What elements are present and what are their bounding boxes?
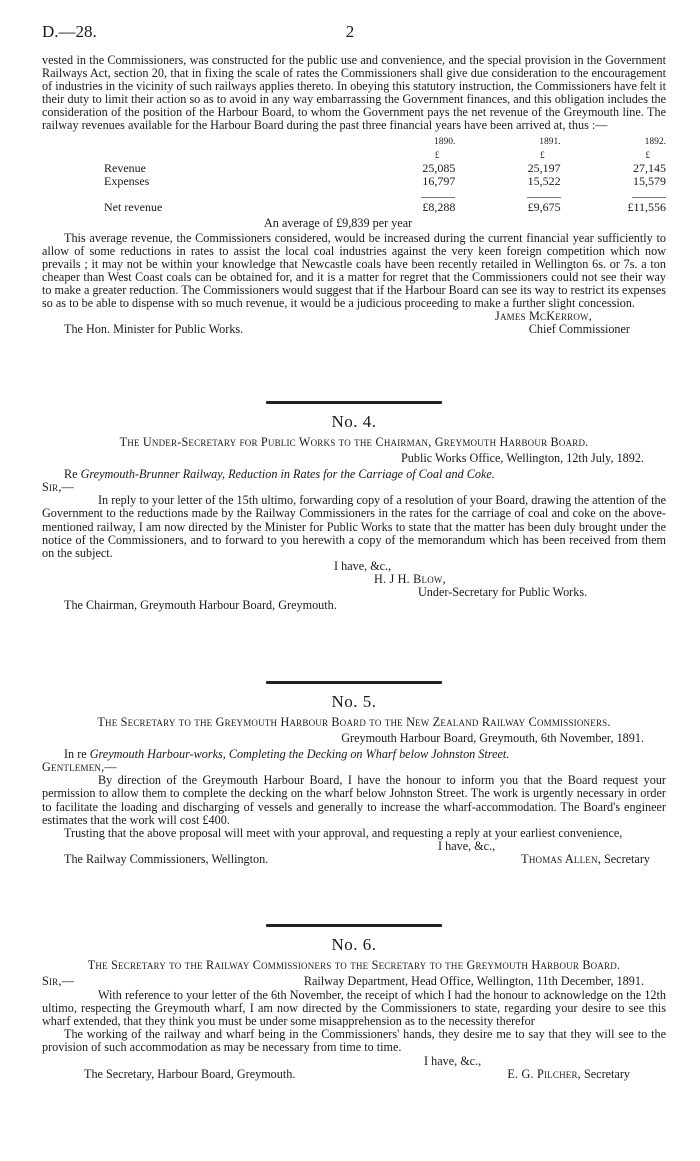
table-currency-row (42, 149, 666, 162)
currency-cell: £ (434, 149, 440, 160)
page-number: 2 (345, 22, 355, 41)
letter-body: With reference to your letter of the 6th November, the receipt of which I had the honour to acknowledge on the 12th ultimo, respecting the Greymouth wharf, I am now directed by the Commissioners to state, regarding your desire to see this wharf extended, that they think you must be under some misapprehension as to the necessity therefor (42, 988, 666, 1029)
signature-block (507, 1068, 630, 1081)
place-date: Railway Department, Head Office, Wellington, 11th December, 1891. (303, 974, 644, 989)
continuation-paragraph-2: This average revenue, the Commissioners considered, would be increased during the current financial year sufficiently to allow of some reductions in rates to assist the local coal industries against the very keen foreign competition which now prevails ; it may not be within your knowledge that Newcastle coals have been recently retailed in Wellington 6s. or 7s. a ton cheaper than West Coast coals can be obtained for, and it is a matter for regret that the Commissioners could not see their way to make a greater reduction. The Commissioners would suggest that if the Harbour Board can see its way to restrict its expenses so as to be able to dispense with so much revenue, it would be a judicious proceeding to make a further slight concession. (42, 230, 666, 311)
closing: I have, &c., (438, 838, 496, 853)
signature-block (521, 853, 650, 866)
continuation-paragraph: vested in the Commissioners, was constructed for the public use and convenience, and the special provision in the Government Railways Act, section 20, that in fixing the scale of rates the Commissioners shall give due consideration to the encouragement of industries in the vicinity of such railways applies thereto. In obeying this statutory instruction, the Commissioners have felt it their duty to limit their action so as to avoid in any way embarrassing the Government finances, and this obligation includes the consideration of the position of the Harbour Board, to whom the Government pays the net revenue of the Greymouth line. The railway revenues available for the Harbour Board during the past three financial years have been arrived at, thus :— (42, 53, 666, 133)
place-date: Public Works Office, Wellington, 12th July, 1892. (400, 451, 644, 466)
letter-body: In reply to your letter of the 15th ultimo, forwarding copy of a resolution of your Board, drawing the attention of the Government to the reductions made by the Railway Commissioners in the rates for the carriage of coal and coke on the above-mentioned railway, I am now directed by the Minister for Public Works to state that the matter has been duly brought under the notice of the Commissioners, and to forward to you herewith a copy of the memorandum which has been received from them on the subject. (42, 493, 666, 560)
signature-title: Secretary (603, 851, 650, 866)
year-cell: 1890. (433, 136, 456, 147)
letter-no-6 (42, 924, 666, 1082)
letter-number: No. 5. (331, 692, 377, 711)
letter-number: No. 4. (331, 412, 377, 431)
signature-name: H. J H. Blow, (374, 571, 446, 586)
re-prefix: In re (64, 747, 87, 762)
re-prefix: Re (64, 467, 78, 482)
revenue-table (42, 136, 666, 214)
document-reference: D.—28. (42, 22, 97, 41)
signature-title: Chief Commissioner (528, 322, 630, 337)
letter-heading: The Secretary to the Greymouth Harbour Board to the New Zealand Railway Commissioners. (97, 715, 611, 729)
addressee: The Railway Commissioners, Wellington. (64, 851, 269, 866)
value-cell: 27,145 (633, 160, 666, 175)
re-line (42, 748, 666, 761)
closing: I have, &c., (424, 1053, 482, 1068)
section-divider (266, 924, 442, 927)
signature-title: Secretary (583, 1066, 630, 1081)
value-cell: 25,197 (527, 160, 561, 175)
salutation: Sir,— (42, 974, 75, 989)
table-year-row (42, 136, 666, 149)
section-divider (266, 401, 442, 404)
value-cell: 15,579 (633, 173, 666, 188)
average-line: An average of £9,839 per year (264, 215, 413, 230)
value-cell: 15,522 (527, 173, 561, 188)
table-total-row (42, 201, 666, 214)
value-cell: £11,556 (627, 199, 666, 214)
page-header (42, 22, 658, 46)
closing: I have, &c., (334, 558, 392, 573)
row-label: Net revenue (104, 199, 163, 214)
addressee: The Chairman, Greymouth Harbour Board, Greymouth. (64, 598, 337, 613)
letter-number: No. 6. (331, 935, 377, 954)
value-cell: 25,085 (422, 160, 456, 175)
table-row (42, 175, 666, 188)
letter-heading: The Under-Secretary for Public Works to the Chairman, Greymouth Harbour Board. (119, 435, 589, 449)
letter-no-4 (42, 401, 666, 612)
salutation: Sir,— (42, 480, 75, 495)
re-subject: Greymouth Harbour-works, Completing the Decking on Wharf below Johnston Street. (89, 747, 510, 762)
letter-no-5 (42, 681, 666, 867)
row-label: Expenses (104, 173, 150, 188)
section-divider (266, 681, 442, 684)
currency-cell: £ (540, 149, 545, 160)
letter-body: By direction of the Greymouth Harbour Board, I have the honour to inform you that the Board request your permission to allow them to complete the decking on the wharf below Johnston Street. The work is urgently necessary in order to facilitate the loading and discharging of vessels and generally to increase the wharf-accommodation. The Board's engineer estimates that the work will cost £400. (42, 773, 666, 827)
currency-cell: £ (645, 149, 650, 160)
addressee: The Hon. Minister for Public Works. (64, 322, 244, 337)
signature-name: Thomas Allen, (521, 851, 601, 866)
table-rule-row (42, 188, 666, 201)
re-subject: Greymouth-Brunner Railway, Reduction in Rates for the Carriage of Coal and Coke. (80, 467, 495, 482)
value-cell: £8,288 (422, 199, 456, 214)
letter-body: The working of the railway and wharf being in the Commissioners' hands, they desire me to say that they will see to the provision of such accommodation as may be necessary from time to time. (42, 1027, 666, 1055)
re-line (42, 468, 666, 481)
year-cell: 1891. (539, 136, 561, 147)
letter-heading: The Secretary to the Railway Commissioners to the Secretary to the Greymouth Harbour Board. (87, 958, 621, 972)
place-date: Greymouth Harbour Board, Greymouth, 6th November, 1891. (341, 731, 644, 746)
salutation: Gentlemen,— (42, 760, 117, 775)
row-label: Revenue (104, 160, 146, 175)
year-cell: 1892. (644, 136, 666, 147)
signature-name: E. G. Pilcher, (507, 1066, 581, 1081)
table-row (42, 162, 666, 175)
signature-name: James McKerrow, (495, 309, 592, 324)
continuation-section (42, 54, 666, 337)
value-cell: 16,797 (422, 173, 456, 188)
signature-title: Under-Secretary for Public Works. (418, 585, 588, 600)
value-cell: £9,675 (527, 199, 561, 214)
addressee: The Secretary, Harbour Board, Greymouth. (84, 1066, 296, 1081)
letter-body: Trusting that the above proposal will meet with your approval, and requesting a reply at your earliest convenience, (64, 825, 623, 840)
